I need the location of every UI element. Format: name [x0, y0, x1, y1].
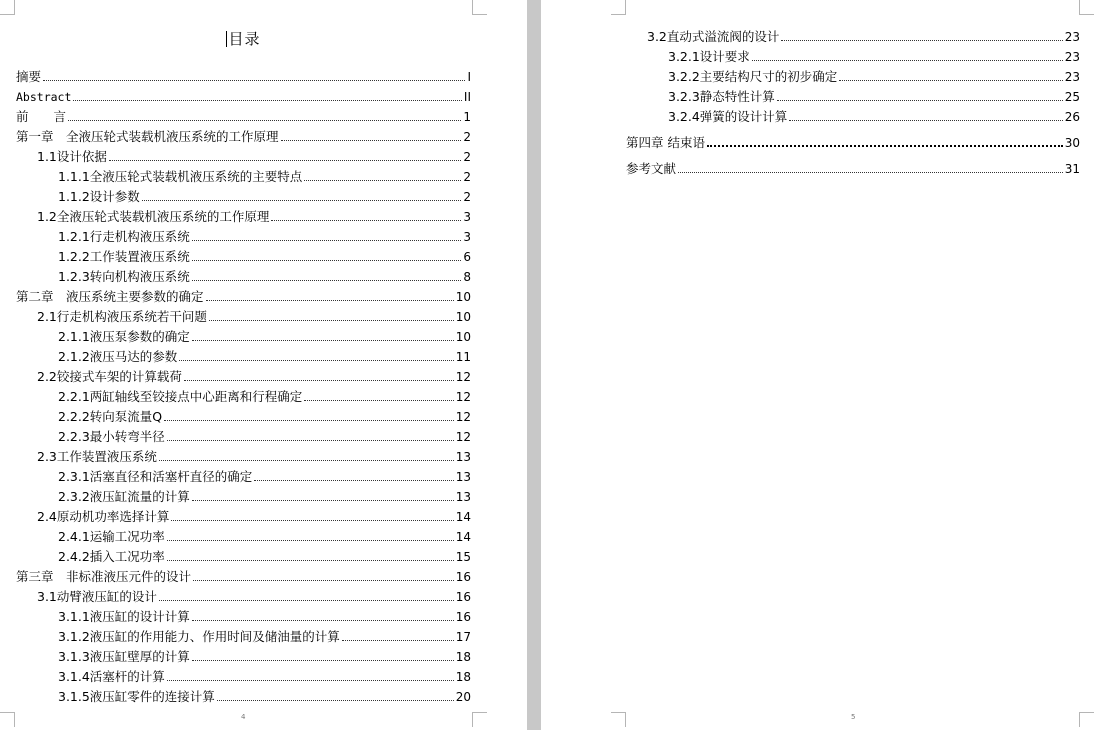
dot-leader — [678, 171, 1063, 173]
dot-leader — [68, 119, 461, 121]
toc-entry[interactable] — [16, 127, 471, 147]
margin-corner-top-left — [611, 0, 626, 15]
toc-entry[interactable] — [16, 287, 471, 307]
toc-entry-page: 3 — [463, 230, 471, 244]
toc-entry[interactable] — [58, 487, 471, 507]
toc-title-text: 目录 — [228, 30, 261, 48]
toc-entry-page: 13 — [455, 450, 471, 464]
dot-leader — [109, 159, 461, 161]
toc-entry[interactable] — [668, 87, 1080, 107]
dot-leader — [777, 99, 1063, 101]
toc-entry[interactable] — [58, 687, 471, 707]
dot-leader — [192, 259, 462, 261]
toc-entry-title: 2.2铰接式车架的计算载荷 — [37, 369, 182, 384]
toc-entry-page: 23 — [1064, 70, 1080, 84]
dot-leader — [192, 499, 454, 501]
toc-entry[interactable] — [58, 267, 471, 287]
toc-entry-page: I — [467, 70, 471, 84]
toc-entry-title: 参考文献 — [626, 161, 677, 176]
toc-entry-title: 3.2.3静态特性计算 — [668, 89, 775, 104]
toc-entry-page: 10 — [455, 310, 471, 324]
margin-corner-bottom-right — [472, 712, 487, 727]
toc-entry[interactable] — [37, 507, 471, 527]
toc-entry-page: 14 — [455, 510, 471, 524]
toc-entry-title: 第三章 非标准液压元件的设计 — [16, 569, 192, 584]
toc-entry-page: 12 — [455, 390, 471, 404]
dot-leader — [206, 299, 454, 301]
toc-entry-title: Abstract — [16, 90, 72, 104]
toc-entry-page: 13 — [455, 490, 471, 504]
dot-leader — [192, 659, 454, 661]
dot-leader — [781, 39, 1062, 41]
toc-entry-title: 第一章 全液压轮式装载机液压系统的工作原理 — [16, 129, 279, 144]
toc-entry[interactable] — [37, 367, 471, 387]
dot-leader — [192, 619, 454, 621]
toc-entry-page: 14 — [455, 530, 471, 544]
toc-entry-title: 3.1.1液压缸的设计计算 — [58, 609, 190, 624]
toc-entry-title: 2.3.1活塞直径和活塞杆直径的确定 — [58, 469, 253, 484]
dot-leader — [281, 139, 462, 141]
toc-entry[interactable] — [58, 387, 471, 407]
dot-leader — [167, 439, 454, 441]
document-page-right — [541, 0, 1102, 730]
toc-entry-page: 25 — [1064, 90, 1080, 104]
dot-leader — [167, 679, 454, 681]
toc-entry-page: 2 — [463, 170, 471, 184]
toc-entry[interactable] — [58, 347, 471, 367]
toc-entry-title: 2.4原动机功率选择计算 — [37, 509, 170, 524]
dot-leader — [167, 559, 454, 561]
dot-leader — [193, 579, 454, 581]
toc-entry-page: 2 — [463, 190, 471, 204]
toc-entry-page: 3 — [463, 210, 471, 224]
page-number: 4 — [241, 713, 246, 721]
toc-entry-page: 2 — [463, 130, 471, 144]
dot-leader — [192, 279, 462, 281]
toc-entry-title: 3.1.2液压缸的作用能力、作用时间及储油量的计算 — [58, 629, 340, 644]
toc-entry-page: 18 — [455, 650, 471, 664]
toc-entry[interactable] — [37, 147, 471, 167]
toc-entry-page: 15 — [455, 550, 471, 564]
toc-entry-title: 1.2.1行走机构液压系统 — [58, 229, 190, 244]
toc-entry-title: 3.1动臂液压缸的设计 — [37, 589, 157, 604]
toc-entry-title: 1.1.2设计参数 — [58, 189, 140, 204]
toc-entry-page: 23 — [1064, 50, 1080, 64]
toc-entry[interactable] — [58, 547, 471, 567]
dot-leader — [752, 59, 1063, 61]
dot-leader — [192, 239, 462, 241]
dot-leader — [707, 144, 1063, 147]
toc-entry[interactable] — [16, 87, 471, 107]
page-number: 5 — [851, 713, 856, 721]
dot-leader — [342, 639, 454, 641]
dot-leader — [304, 179, 461, 181]
toc-entry-title: 第二章 液压系统主要参数的确定 — [16, 289, 204, 304]
toc-entry-title: 2.1行走机构液压系统若干问题 — [37, 309, 207, 324]
margin-corner-top-left — [0, 0, 15, 15]
toc-entry-title: 2.1.2液压马达的参数 — [58, 349, 178, 364]
toc-entry-title: 2.4.1运输工况功率 — [58, 529, 165, 544]
dot-leader — [164, 419, 454, 421]
toc-entry-title: 第四章 结束语 — [626, 135, 705, 150]
toc-entry-title: 1.2.2工作装置液压系统 — [58, 249, 190, 264]
toc-entry-title: 2.2.1两缸轴线至铰接点中心距离和行程确定 — [58, 389, 303, 404]
dot-leader — [142, 199, 462, 201]
margin-corner-top-right — [472, 0, 487, 15]
toc-entry-title: 1.2全液压轮式装载机液压系统的工作原理 — [37, 209, 270, 224]
toc-entry-title: 3.1.3液压缸壁厚的计算 — [58, 649, 190, 664]
toc-entry[interactable] — [16, 567, 471, 587]
margin-corner-bottom-left — [0, 712, 15, 727]
toc-entry-page: 20 — [455, 690, 471, 704]
toc-entry-title: 1.1.1全液压轮式装载机液压系统的主要特点 — [58, 169, 303, 184]
dot-leader — [159, 599, 454, 601]
toc-entry[interactable] — [16, 67, 471, 87]
toc-entry[interactable] — [58, 467, 471, 487]
toc-title[interactable] — [0, 28, 487, 49]
toc-entry-page: 6 — [463, 250, 471, 264]
dot-leader — [167, 539, 454, 541]
toc-entry-title: 2.3工作装置液压系统 — [37, 449, 157, 464]
dot-leader — [73, 99, 462, 101]
toc-entry[interactable] — [58, 167, 471, 187]
dot-leader — [209, 319, 454, 321]
toc-entry-title: 前 言 — [16, 109, 67, 124]
toc-entry-title: 1.2.3转向机构液压系统 — [58, 269, 190, 284]
toc-entry-page: 1 — [463, 110, 471, 124]
dot-leader — [159, 459, 454, 461]
toc-entry[interactable] — [58, 647, 471, 667]
toc-entry[interactable] — [58, 607, 471, 627]
toc-entry-page: 13 — [455, 470, 471, 484]
toc-entry-page: 10 — [455, 330, 471, 344]
toc-entry-page: 12 — [455, 430, 471, 444]
toc-entry-title: 2.4.2插入工况功率 — [58, 549, 165, 564]
dot-leader — [184, 379, 454, 381]
dot-leader — [839, 79, 1062, 81]
toc-entry[interactable] — [37, 587, 471, 607]
toc-entry[interactable] — [16, 107, 471, 127]
margin-corner-bottom-right — [1079, 712, 1094, 727]
toc-entry[interactable] — [37, 447, 471, 467]
toc-entry[interactable] — [37, 307, 471, 327]
toc-entry-title: 2.1.1液压泵参数的确定 — [58, 329, 190, 344]
page-gap — [527, 0, 541, 730]
dot-leader — [179, 359, 453, 361]
toc-entry-title: 3.2.1设计要求 — [668, 49, 750, 64]
toc-entry[interactable] — [58, 227, 471, 247]
toc-entry[interactable] — [58, 327, 471, 347]
toc-entry-page: 12 — [455, 370, 471, 384]
toc-entry[interactable] — [668, 107, 1080, 127]
toc-entry-page: 23 — [1064, 30, 1080, 44]
toc-entry-page: 8 — [463, 270, 471, 284]
toc-entry-title: 3.1.4活塞杆的计算 — [58, 669, 165, 684]
toc-entry[interactable] — [626, 159, 1080, 179]
toc-entry-page: 31 — [1064, 162, 1080, 176]
dot-leader — [217, 699, 454, 701]
toc-entry-page: II — [463, 90, 471, 104]
toc-entry[interactable] — [647, 27, 1080, 47]
toc-entry[interactable] — [37, 207, 471, 227]
toc-entry[interactable] — [58, 527, 471, 547]
toc-entry-page: 2 — [463, 150, 471, 164]
toc-entry[interactable] — [58, 627, 471, 647]
toc-entry-title: 摘要 — [16, 69, 42, 84]
toc-entry[interactable] — [58, 667, 471, 687]
toc-entry[interactable] — [58, 427, 471, 447]
toc-entry[interactable] — [668, 67, 1080, 87]
dot-leader — [304, 399, 453, 401]
toc-entry-page: 16 — [455, 570, 471, 584]
toc-entry-page: 12 — [455, 410, 471, 424]
toc-entry-page: 16 — [455, 610, 471, 624]
dot-leader — [789, 119, 1062, 121]
toc-entry-title: 1.1设计依据 — [37, 149, 107, 164]
toc-entry-title: 2.2.3最小转弯半径 — [58, 429, 165, 444]
toc-entry-page: 26 — [1064, 110, 1080, 124]
toc-entry-page: 11 — [455, 350, 471, 364]
toc-entry-title: 3.2.4弹簧的设计计算 — [668, 109, 788, 124]
toc-entry[interactable] — [58, 247, 471, 267]
toc-entry[interactable] — [58, 187, 471, 207]
dot-leader — [271, 219, 461, 221]
dot-leader — [254, 479, 453, 481]
toc-entry[interactable] — [626, 133, 1080, 153]
toc-entry-page: 10 — [455, 290, 471, 304]
dot-leader — [43, 79, 465, 81]
toc-entry-page: 17 — [455, 630, 471, 644]
document-page-left — [0, 0, 527, 730]
toc-entry[interactable] — [668, 47, 1080, 67]
dot-leader — [192, 339, 454, 341]
margin-corner-top-right — [1079, 0, 1094, 15]
toc-entry-page: 30 — [1064, 136, 1080, 150]
toc-entry-title: 3.2直动式溢流阀的设计 — [647, 29, 780, 44]
margin-corner-bottom-left — [611, 712, 626, 727]
toc-entry-title: 2.3.2液压缸流量的计算 — [58, 489, 190, 504]
toc-entry-page: 16 — [455, 590, 471, 604]
toc-entry-title: 3.1.5液压缸零件的连接计算 — [58, 689, 215, 704]
toc-entry-title: 3.2.2主要结构尺寸的初步确定 — [668, 69, 838, 84]
toc-entry-page: 18 — [455, 670, 471, 684]
dot-leader — [171, 519, 453, 521]
toc-entry-title: 2.2.2转向泵流量Q — [58, 409, 163, 424]
toc-entry[interactable] — [58, 407, 471, 427]
